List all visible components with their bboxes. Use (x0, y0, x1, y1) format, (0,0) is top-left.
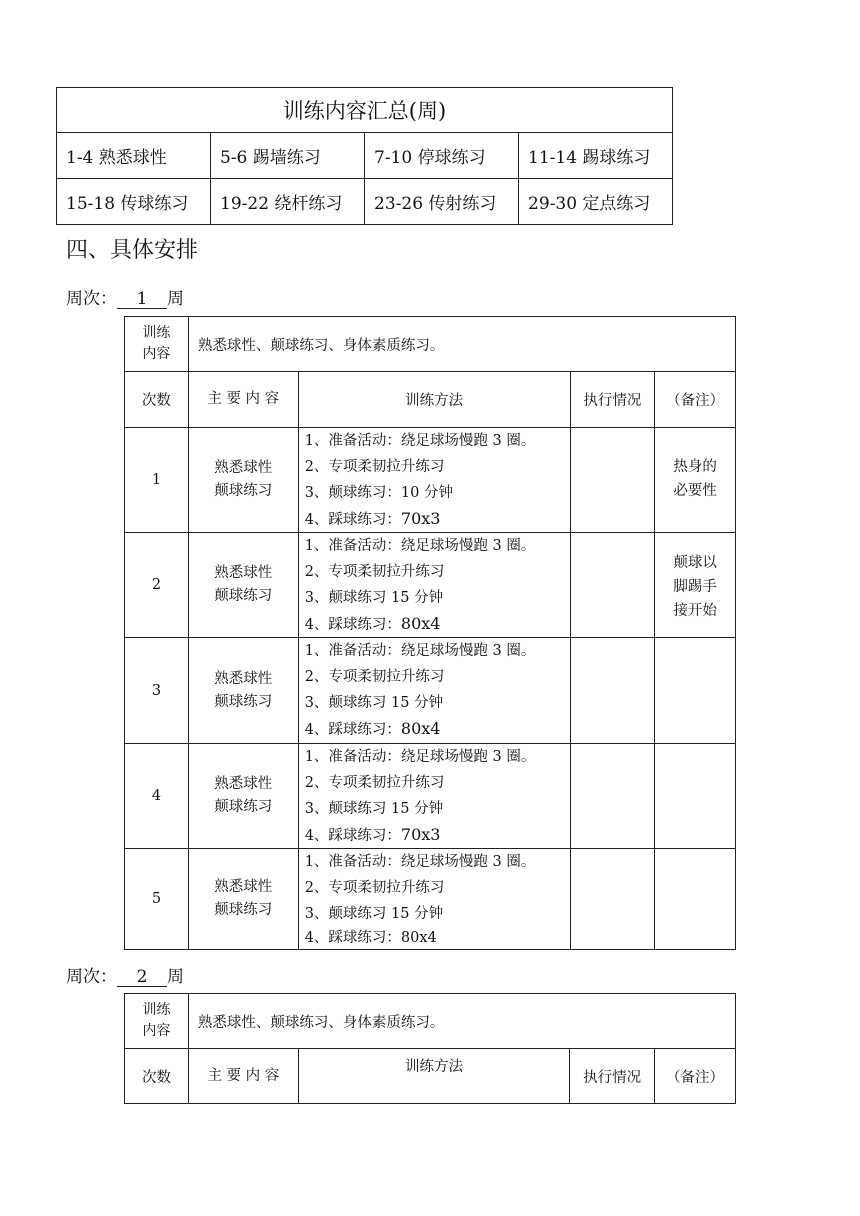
week-plan-table (124, 993, 736, 1104)
col-count-header: 次数 (125, 372, 189, 428)
method-line: 2、专项柔韧拉升练习 (304, 775, 445, 791)
session-number: 3 (125, 638, 189, 744)
session-methods (298, 533, 570, 638)
session-row (125, 849, 736, 950)
content-label-text: 训练内容 (142, 1002, 171, 1039)
col-status-header: 执行情况 (570, 372, 655, 428)
reps-value: 70x3 (400, 825, 441, 844)
method-line: 2、专项柔韧拉升练习 (304, 459, 445, 475)
content-label (125, 994, 189, 1049)
week-line (66, 962, 184, 987)
week-content: 熟悉球性、颠球练习、身体素质练习。 (188, 994, 735, 1049)
method-line: 2、专项柔韧拉升练习 (304, 564, 445, 580)
section-heading: 四、具体安排 (66, 238, 199, 263)
main-line: 熟悉球性 (214, 565, 273, 581)
main-line: 颠球练习 (214, 799, 273, 815)
session-row (125, 638, 736, 744)
week-content: 熟悉球性、颠球练习、身体素质练习。 (188, 317, 735, 372)
header-row (125, 372, 736, 428)
week-suffix: 周 (167, 967, 184, 987)
note-line: 热身的 (673, 459, 717, 475)
content-label-text: 训练内容 (142, 325, 171, 362)
col-main-header (188, 1049, 298, 1104)
summary-cell: 7-10 停球练习 (365, 133, 519, 179)
method-text: 4、踩球练习： (304, 617, 401, 633)
method-text: 4、踩球练习： (304, 828, 401, 844)
method-line: 3、颠球练习 15 分钟 (304, 906, 444, 922)
week-prefix: 周次： (66, 289, 117, 309)
main-line: 颠球练习 (214, 588, 273, 604)
method-text: 4、踩球练习： (304, 930, 401, 946)
note-line: 接开始 (673, 603, 717, 619)
session-note (655, 638, 736, 744)
main-line: 颠球练习 (214, 902, 273, 918)
col-main-header-text: 主 要 内 容 (207, 391, 280, 407)
summary-cell: 1-4 熟悉球性 (57, 133, 211, 179)
summary-title: 训练内容汇总(周) (57, 88, 673, 133)
session-number: 5 (125, 849, 189, 950)
method-line: 3、颠球练习 15 分钟 (304, 695, 444, 711)
main-line: 熟悉球性 (214, 670, 273, 687)
session-status (570, 638, 655, 744)
session-status (570, 428, 655, 533)
note-line: 脚踢手 (673, 579, 717, 595)
method-line (305, 611, 570, 637)
week-line (66, 284, 184, 309)
session-main (188, 428, 298, 533)
col-status-header: 执行情况 (570, 1049, 655, 1104)
content-label (125, 317, 189, 372)
session-main (188, 849, 298, 950)
reps-value: 80x4 (400, 930, 437, 946)
method-line: 1、准备活动：绕足球场慢跑 3 圈。 (304, 749, 536, 765)
session-main (188, 533, 298, 638)
session-row (125, 533, 736, 638)
main-line: 熟悉球性 (214, 879, 273, 895)
summary-cell: 23-26 传射练习 (365, 179, 519, 225)
summary-cell: 11-14 踢球练习 (519, 133, 673, 179)
col-main-header (188, 372, 298, 428)
summary-cell: 5-6 踢墙练习 (211, 133, 365, 179)
summary-row (57, 179, 673, 225)
method-line: 2、专项柔韧拉升练习 (304, 880, 445, 896)
session-row (125, 744, 736, 849)
main-line: 颠球练习 (214, 483, 273, 499)
col-method-header: 训练方法 (298, 372, 570, 428)
method-line (305, 927, 570, 949)
summary-cell: 15-18 传球练习 (57, 179, 211, 225)
col-note-header: （备注） (655, 1049, 736, 1104)
method-text: 4、踩球练习： (304, 512, 401, 528)
session-number: 4 (125, 744, 189, 849)
main-line: 颠球练习 (214, 693, 273, 710)
method-line: 1、准备活动：绕足球场慢跑 3 圈。 (304, 538, 536, 554)
session-note (655, 428, 736, 533)
week-number: 2 (117, 968, 167, 987)
week-prefix: 周次： (66, 967, 117, 987)
reps-value: 80x4 (400, 719, 441, 738)
main-line: 熟悉球性 (214, 460, 273, 476)
session-methods (298, 428, 570, 533)
method-line: 3、颠球练习 15 分钟 (304, 801, 444, 817)
note-line: 必要性 (673, 483, 717, 499)
method-line: 1、准备活动：绕足球场慢跑 3 圈。 (304, 433, 536, 449)
method-line (305, 822, 570, 848)
reps-value: 80x4 (400, 614, 441, 633)
header-row (125, 1049, 736, 1104)
summary-cell: 29-30 定点练习 (519, 179, 673, 225)
summary-cell: 19-22 绕杆练习 (211, 179, 365, 225)
summary-row (57, 133, 673, 179)
session-methods (298, 638, 570, 744)
session-methods (298, 849, 570, 950)
method-line: 1、准备活动：绕足球场慢跑 3 圈。 (304, 854, 536, 870)
week-number: 1 (117, 290, 167, 309)
session-status (570, 744, 655, 849)
session-number: 1 (125, 428, 189, 533)
note-line: 颠球以 (673, 555, 717, 571)
col-count-header: 次数 (125, 1049, 189, 1104)
training-summary-table (56, 87, 673, 225)
session-main (188, 744, 298, 849)
main-line: 熟悉球性 (214, 776, 273, 792)
method-line: 2、专项柔韧拉升练习 (304, 669, 445, 685)
method-line: 3、颠球练习：10 分钟 (304, 485, 453, 501)
session-number: 2 (125, 533, 189, 638)
session-note (655, 744, 736, 849)
session-note (655, 533, 736, 638)
method-line (305, 716, 570, 742)
method-line (305, 506, 570, 532)
week-plan-table (124, 316, 736, 950)
col-note-header: （备注） (655, 372, 736, 428)
session-methods (298, 744, 570, 849)
session-note (655, 849, 736, 950)
method-line: 3、颠球练习 15 分钟 (304, 590, 444, 606)
session-row (125, 428, 736, 533)
col-method-header: 训练方法 (298, 1049, 569, 1104)
session-status (570, 849, 655, 950)
session-main (188, 638, 298, 744)
week-suffix: 周 (167, 289, 184, 309)
method-line: 1、准备活动：绕足球场慢跑 3 圈。 (304, 643, 536, 659)
col-main-header-text: 主 要 内 容 (207, 1067, 280, 1084)
method-text: 4、踩球练习： (304, 722, 401, 738)
reps-value: 70x3 (400, 509, 441, 528)
session-status (570, 533, 655, 638)
